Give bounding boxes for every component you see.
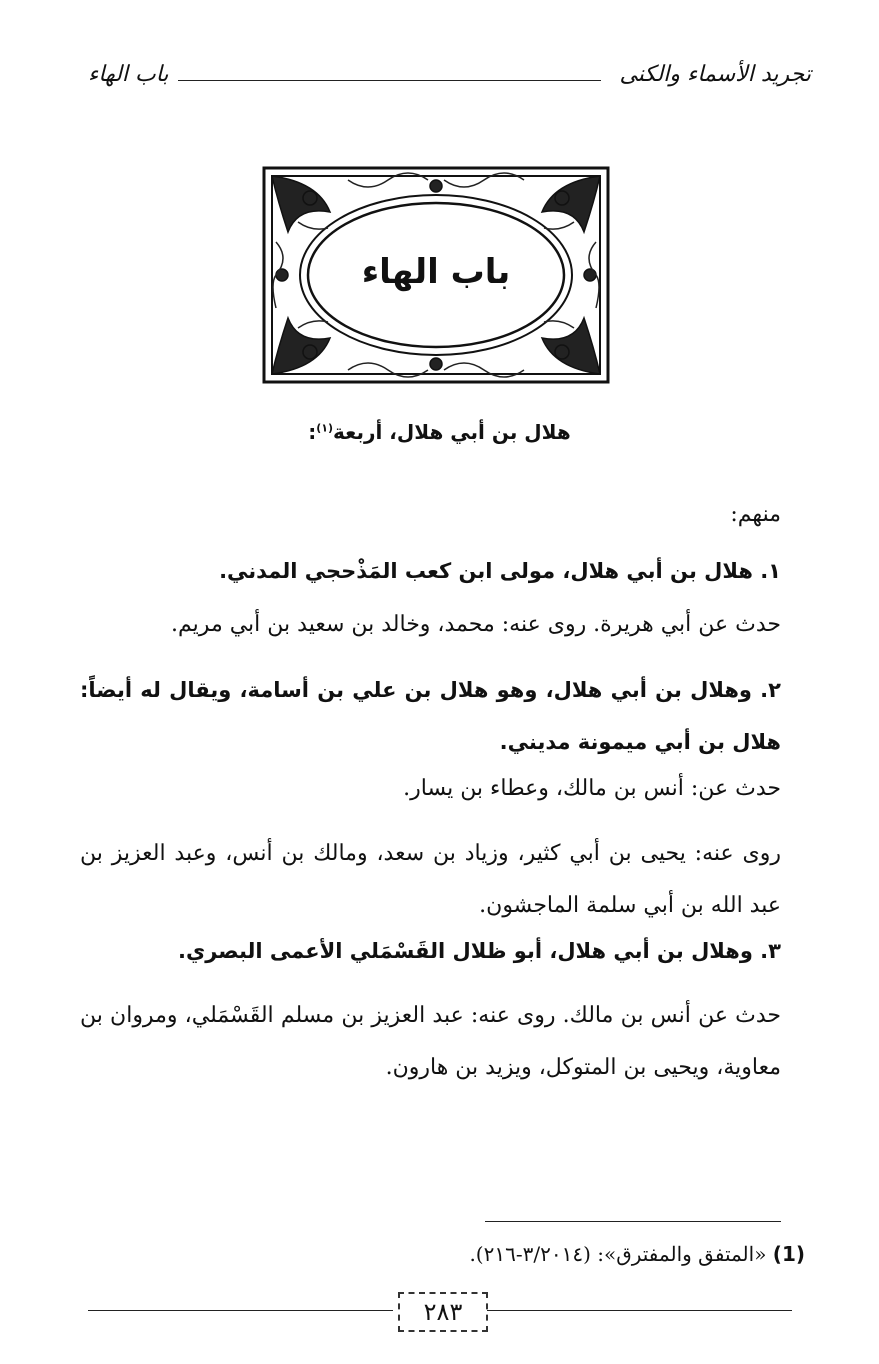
paragraph: حدث عن أبي هريرة. روى عنه: محمد، وخالد بن سعيد بن أبي مريم.: [171, 612, 781, 637]
ornamental-frame: [258, 162, 614, 388]
entry-heading: ٢. وهلال بن أبي هلال، وهو هلال بن علي بن أسامة، ويقال له أيضاً: هلال بن أبي ميمونة مديني.: [80, 678, 781, 754]
footer-rule-left: [88, 1310, 393, 1311]
footnote-text: «المتفق والمفترق»: (٣/٢٠١٤-٢١٦).: [469, 1242, 767, 1266]
running-header: [88, 62, 811, 98]
body-text: [80, 500, 781, 1094]
footnote-ref: (١): [316, 421, 334, 435]
subtitle-suffix: :: [308, 420, 317, 444]
paragraph: حدث عن: أنس بن مالك، وعطاء بن يسار.: [403, 776, 781, 801]
chapter-name: باب الهاء: [88, 62, 169, 87]
footnote-rule: [485, 1221, 781, 1222]
book-title: تجريد الأسماء والكنى: [619, 62, 811, 87]
entry-heading: ٣. وهلال بن أبي هلال، أبو ظلال القَسْمَلي الأعمى البصري.: [177, 939, 781, 963]
subtitle-text: هلال بن أبي هلال، أربعة: [333, 420, 571, 444]
footnote: [469, 1242, 805, 1266]
footer-rule-right: [487, 1310, 792, 1311]
entry-heading: ١. هلال بن أبي هلال، مولى ابن كعب المَذْحجي المدني.: [219, 559, 781, 583]
chapter-heading: باب الهاء: [361, 252, 511, 292]
section-subtitle: [0, 420, 879, 444]
paragraph: حدث عن أنس بن مالك. روى عنه: عبد العزيز بن مسلم القَسْمَلي، ومروان بن معاوية، ويحيى بن المتوكل، ويزيد بن هارون.: [80, 1003, 781, 1080]
footnote-number: (1): [772, 1242, 805, 1266]
page-number: ٢٨٣: [398, 1292, 488, 1332]
header-rule: [178, 80, 601, 81]
page-footer: [88, 1288, 792, 1334]
paragraph: منهم:: [730, 502, 781, 527]
paragraph: روى عنه: يحيى بن أبي كثير، وزياد بن سعد، ومالك بن أنس، وعبد العزيز بن عبد الله بن أبي سلمة الماجشون.: [80, 841, 781, 918]
